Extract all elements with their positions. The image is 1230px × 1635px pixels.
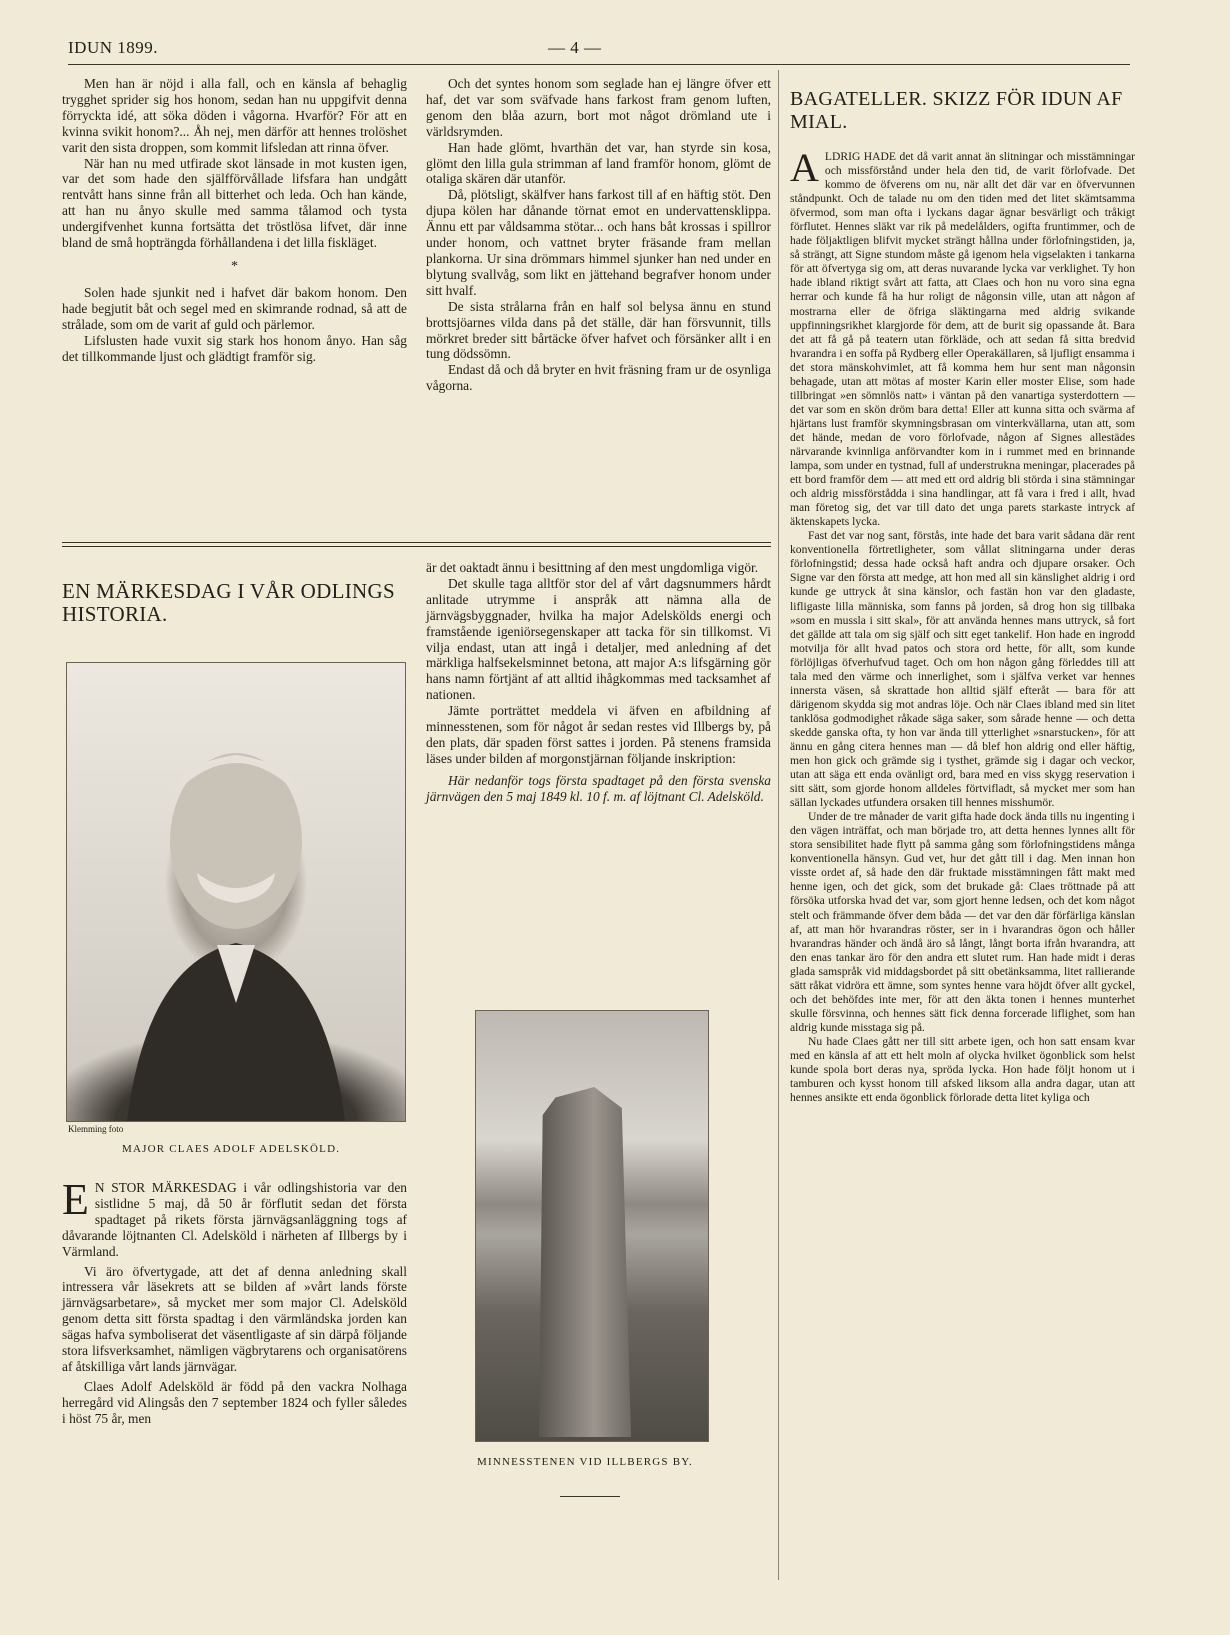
paragraph: Nu hade Claes gått ner till sitt arbete igen, och hon satt ensam kvar med en känsla af att ett helt moln af olycka hvilket ögonblick som helst kunde spola bort deras nya, spröda lycka. Hon hade följt honom ut i tamburen och kysst honom till afsked liksom alla andra dagar, utan att hennes ansikte ett enda ögonblick förlorade detta litet kyliga och: [790, 1034, 1135, 1105]
end-rule: [560, 1496, 620, 1497]
paragraph: De sista strålarna från en half sol belysa ännu en stund brottsjöarnes vilda dans på det ställe, där han försvunnit, tills mörkret breder sitt bårtäcke öfver hafvet och försänker allt i en tung dödssömn.: [426, 298, 771, 362]
paragraph: Endast då och då bryter en hvit fräsning fram ur de osynliga vågorna.: [426, 362, 771, 394]
paragraph: Under de tre månader de varit gifta hade dock ända tills nu ingenting i den vägen inträffat, och man började tro, att detta hennes lynnes allt för stora sensibilitet hade flytt på samma gång som förlofningstidens många konventionella hänsyn. Gud vet, hur det gått till i dag. Men innan hon visste ordet af, så hade den där fruktade misstämningen fått makt med henne igen, och det gick, som det brukade gå: Claes tröttnade på att försöka utforska hvad det var, som gjort henne ledsen, och det kom något stelt och främmande öfver dem båda — det var den där förfärliga känslan af, att man hör hvarandras röster, ser in i hvarandras ögon och håller hvarandras händer och ändå äro så långt, långt borta ifrån hvarandra, att den enas tankar äro för den andra ett slutet rum. Han hade midt i deras glada samspråk vid middagsbordet på sitt obetänksamma, litet rallierande sätt råkat vidröra ett ämne, som syntes henne vara höjdt öfver allt gyckel, och det behöfdes inte mer, för att den äkta tonen i hennes munterhet skulle försvinna, och hennes sätt fick denna forcerade liflighet, som han aldrig kunde misstaga sig på.: [790, 810, 1135, 1034]
paragraph: är det oaktadt ännu i besittning af den mest ungdomliga vigör.: [426, 560, 759, 575]
paragraph: Vi äro öfvertygade, att det af denna anledning skall intressera vår läsekrets att se bilden af »vårt lands förste järnvägsarbetare», så mycket mer som major Cl. Adelsköld genom detta sitt första spadtag i den värmländska jorden kan sägas hafva symboliserat det väsentligaste af sin därpå följande stora lifsverksamhet, nämligen vägbrytarens och organisatörens af åtskilliga vårt lands järnvägar.: [62, 1263, 407, 1374]
lead-paragraph: [790, 145, 1135, 529]
lead-paragraph: [62, 1175, 407, 1260]
section-rule: [62, 546, 771, 547]
paragraph: Claes Adolf Adelsköld är född på den vackra Nolhaga herregård vid Alingsås den 7 september 1824 och fyller således i höst 75 år, men: [62, 1378, 407, 1426]
lead-text: N STOR MÄRKESDAG i vår odlingshistoria var den sistlidne 5 maj, då 50 år förflutit sedan det första spadtaget på rikets första järnvägsanläggning togs af dåvarande löjtnanten Cl. Adelsköld i närheten af Illbergs by i Värmland.: [62, 1180, 407, 1259]
article-column-2: [426, 560, 771, 805]
stone-caption: MINNESSTENEN VID ILLBERGS BY.: [477, 1456, 693, 1468]
drop-cap: A: [790, 145, 819, 190]
photo-credit: Klemming foto: [68, 1124, 124, 1134]
article-column-1: [62, 1175, 407, 1427]
paragraph: Då, plötsligt, skälfver hans farkost till af en häftig stöt. Den djupa kölen har dånande törnat emot en undervattensklippa. Ännu ett par våldsamma stötar... och hans båt krossas i spillror under honom, och vattnet bryter fräsande fram mellan plankorna. Ur sina drömmars himmel sjunker han ned under en blytung svallvåg, som likt en jättehand begrafver honom under sitt hvalf.: [426, 187, 771, 298]
paragraph: Solen hade sjunkit ned i hafvet där bakom honom. Den hade begjutit båt och segel med en skimrande rodnad, så att de strålade, som om de varit af guld och pärlemor.: [62, 284, 407, 332]
section-break: *: [231, 258, 238, 274]
running-header: IDUN 1899.: [68, 38, 158, 57]
inscription: Här nedanför togs första spadtaget på den första svenska järnvägen den 5 maj 1849 kl. 10 f. m. af löjtnant Cl. Adelsköld.: [426, 772, 771, 804]
portrait-photo: [66, 662, 406, 1122]
memorial-stone-photo: [475, 1010, 709, 1442]
drop-cap: E: [62, 1175, 89, 1224]
column-divider: [778, 70, 779, 1580]
lead-text: LDRIG HADE det då varit annat än slitningar och misstämningar och missförstånd under hela den tid, de varit förlofvade. Det kommo de öfverens om nu, när allt det där var en öfvervunnen ståndpunkt. Och de talade nu om den tiden med det litet skämtsamma öfvermod, som man ofta i lyckans dagar ägnar besvärligt och tråkigt förflutet. Hennes släkt var rik på medelålders, ogifta fruntimmer, och de hade följaktligen blifvit mycket strängt hållna under förlofningstiden, ja, så strängt, att Signe stundom måste gå igenom hela vigselakten i tankarna för att öfvertyga sig om, att deras nuvarande lycka var verklighet. Ty hon hade ibland riktigt svårt att fatta, att Claes och hon nu voro sina egna herrar och kunde få ha hur roligt de någonsin ville, utan att någon af mostrarna eller de öfriga släktingarna med aldrig svikande uppfinningsrikhet klargjorde för dem, att de burit sig opassande åt. Bara det att få gå på teatern utan förkläde, och att sedan få sitta bredvid hvarandra i en soffa på Rydberg eller Operakällaren, så ljufligt ensamma i det stora mänskohvimlet, att få komma hem hur sent man någonsin behagade, utan att mötas af moster Karin eller moster Elise, som hade tillbringat »en sömnlös natt» i väntan på den vanartiga systerdottern — det var som en skön dröm bara detta! Eller att kunna sitta och svärma af hjärtans lust framför skymningsbrasan om vinterkvällarna, utan att, som det hände, medan de voro förlofvade, någon af Signes allestädes närvarande kvinnliga anförvandter kom in i rummet med en brinnande lampa, som under en tystnad, full af understrukna meningar, placerades på ett bord framför dem — att med ett ord aldrig bli störda i sina stämningar och aldrig missförstådda i sina handlingar, att få vara i fred i allt, hvad man företog sig, det var till dato det unga parets starkaste intryck af äktenskapets lycka.: [790, 150, 1135, 529]
article-column-3: [790, 145, 1135, 1105]
portrait-figure: [67, 663, 405, 1121]
article-title: EN MÄRKESDAG I VÅR ODLINGS HISTORIA.: [62, 579, 395, 626]
paragraph: När han nu med utfirade skot länsade in mot kusten igen, var det som hade den själfförvållade lifsfara han undgått rentvått hans sinne från all bitterhet och leda. Och han kände, att han nu ånyo skulle med samma tålamod och tysta undergifvenhet kunna fortsätta det tröstlösa lifvet, där inne bland de små hopträngda förhållandena i det lilla fiskläget.: [62, 155, 407, 251]
paragraph: Det skulle taga alltför stor del af vårt dagsnummers hårdt anlitade utrymme i anspråk att nämna alla de järnvägsbyggnader, hvilka ha major Adelskölds energi och framstående igeniörsegenskaper att tacka för sin tillkomst. Vi vilja endast, utan att ingå i detaljer, med anledning af det märkliga halfsekelsminnet betona, att major A:s lifsgärning gör hans namn förtjänt af att alltid ihågkommas med tacksamhet af nationen.: [426, 575, 771, 703]
paragraph: Och det syntes honom som seglade han ej längre öfver ett haf, det var som sväfvade hans farkost fram genom luften, genom den blåa azurn, bort mot något drömland ute i världsrymden.: [426, 76, 771, 139]
paragraph: Han hade glömt, hvarthän det var, han styrde sin kosa, glömt den lilla gula strimman af land framför honom, glömt de otaliga skären där utanför.: [426, 139, 771, 187]
section-rule: [62, 542, 771, 543]
page-number: — 4 —: [548, 38, 602, 57]
story-column-2: [426, 76, 771, 394]
article-title: BAGATELLER. SKIZZ FÖR IDUN AF MIAL.: [790, 88, 1123, 133]
paragraph: Men han är nöjd i alla fall, och en känsla af behaglig trygghet sprider sig hos honom, sedan han nu uppgifvit denna förryckta idé, att söka döden i vågorna. Hvarför? För att en kvinna svikit honom?... Åh nej, men därför att hennes trolöshet varit den sista droppen, som kommit lifsledan att rinna öfver.: [62, 76, 407, 155]
portrait-caption: MAJOR CLAES ADOLF ADELSKÖLD.: [122, 1143, 341, 1155]
paragraph: Lifslusten hade vuxit sig stark hos honom ånyo. Han såg det tillkommande ljust och glädtigt framför sig.: [62, 332, 407, 364]
paragraph: Fast det var nog sant, förstås, inte hade det bara varit sådana där rent konventionella förtretligheter, som vållat slitningarna under deras förlofningstid; dessa hade också haft andra och djupare orsaker. Och Signe var den första att medge, att hon med all sin känslighet aldrig i ord kunde ge uttryck åt sina känslor, och fastän hon var den gladaste, lifligaste lilla människa, som fanns på jorden, så drog hon sig tillbaka »som en mussla i sitt skal», för att använda hennes mans uttryck, så fort det gällde att tala om sig själf och sitt eget tankelif. Hon hade en ingrodd motvilja för allt hvad patos och stora ord hette, för allt, som kunde förlöjligas öfverhufvud taget. Och om hon någon gång förleddes till att tala med den värme och innerlighet, som i själfva verket var hennes innersta väsen, så skrattade hon alltid själf efteråt — bara för att därigenom skydda sig mot andras löje. Och när Claes ibland med sin litet tanklösa godmodighet råkade säga saker, som sårade henne — och detta skedde ganska ofta, ty hon var ända till ytterlighet »snarstucken», för att ännu en gång citera hennes man — då blef hon aldrig ond eller häftig, men hon gick och grämde sig i tysthet, grämde sig i dagar och veckor, utan att säga ett enda ovänligt ord, bara med en viss skygg reservation i sitt sätt, som gjorde honom alldeles förtvifladt, så mycket mer som han sällan lyckades utfundera orsaken till hennes misshumör.: [790, 529, 1135, 810]
memorial-stone: [539, 1087, 631, 1437]
paragraph: Jämte porträttet meddela vi äfven en afbildning af minnesstenen, som för något år sedan restes vid Illbergs by, på den plats, där spaden först sattes i jorden. På stenens framsida läses under bilden af morgonstjärnan följande inskription:: [426, 703, 771, 766]
header-rule: [68, 64, 1130, 65]
story-column-1: [62, 76, 407, 364]
